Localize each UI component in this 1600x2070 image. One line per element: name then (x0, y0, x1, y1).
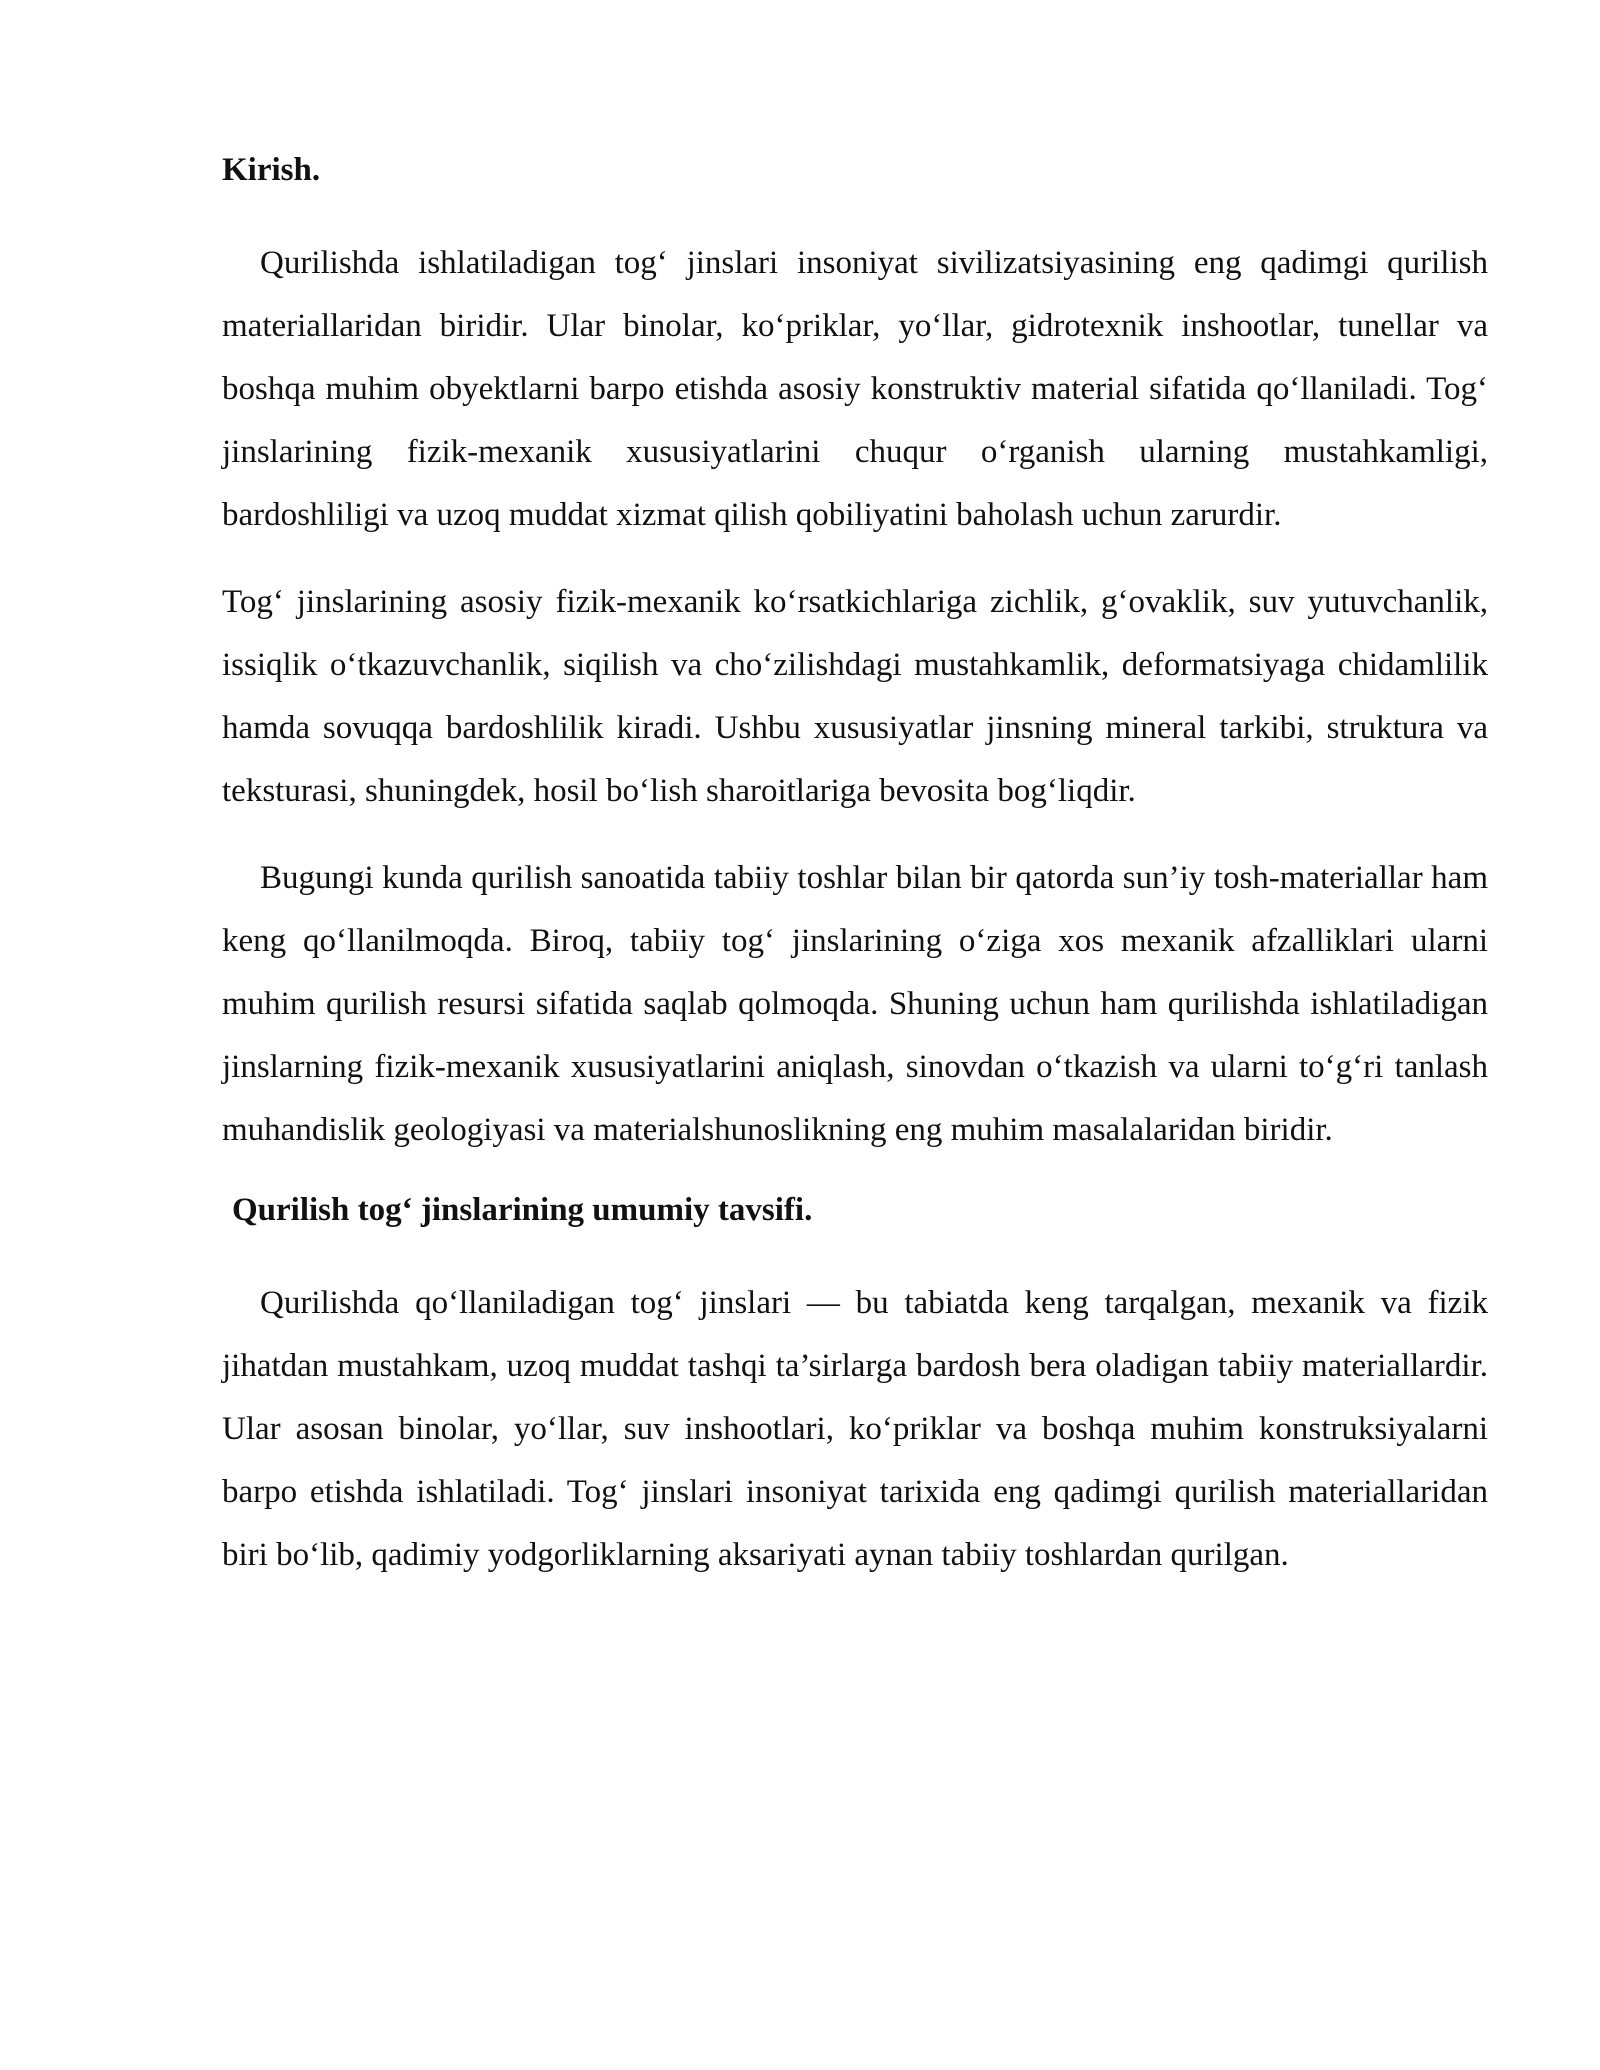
section-heading-intro: Kirish. (222, 152, 321, 188)
document-page (222, 146, 1488, 1611)
section-heading-general: Qurilish tog‘ jinslarining umumiy tavsifi. (232, 1192, 813, 1228)
paragraph-general: Qurilishda qo‘llaniladigan tog‘ jinslari — bu tabiatda keng tarqalgan, mexanik va fizik jihatdan mustahkam, uzoq muddat tashqi ta’sirlarga bardosh bera oladigan tabiiy materiallardir. Ular asosan binolar, yo‘llar, suv inshootlari, ko‘priklar va boshqa muhim konstruksiyalarni barpo etishda ishlatiladi. Tog‘ jinslari insoniyat tarixida eng qadimgi qurilish materiallaridan biri bo‘lib, qadimiy yodgorliklarning aksariyati aynan tabiiy toshlardan qurilgan. (222, 1285, 1488, 1573)
paragraph-intro-2: Tog‘ jinslarining asosiy fizik-mexanik ko‘rsatkichlariga zichlik, g‘ovaklik, suv yutuvchanlik, issiqlik o‘tkazuvchanlik, siqilish va cho‘zilishdagi mustahkamlik, deformatsiyaga chidamlilik hamda sovuqqa bardoshlilik kiradi. Ushbu xususiyatlar jinsning mineral tarkibi, struktura va teksturasi, shuningdek, hosil bo‘lish sharoitlariga bevosita bog‘liqdir. (222, 584, 1488, 809)
paragraph-intro-3: Bugungi kunda qurilish sanoatida tabiiy toshlar bilan bir qatorda sun’iy tosh-materiallar ham keng qo‘llanilmoqda. Biroq, tabiiy tog‘ jinslarining o‘ziga xos mexanik afzalliklari ularni muhim qurilish resursi sifatida saqlab qolmoqda. Shuning uchun ham qurilishda ishlatiladigan jinslarning fizik-mexanik xususiyatlarini aniqlash, sinovdan o‘tkazish va ularni to‘g‘ri tanlash muhandislik geologiyasi va materialshunoslikning eng muhim masalalaridan biridir. (222, 860, 1488, 1148)
paragraph-intro-1: Qurilishda ishlatiladigan tog‘ jinslari insoniyat sivilizatsiyasining eng qadimgi qurilish materiallaridan biridir. Ular binolar, ko‘priklar, yo‘llar, gidrotexnik inshootlar, tunellar va boshqa muhim obyektlarni barpo etishda asosiy konstruktiv material sifatida qo‘llaniladi. Tog‘ jinslarining fizik-mexanik xususiyatlarini chuqur o‘rganish ularning mustahkamligi, bardoshliligi va uzoq muddat xizmat qilish qobiliyatini baholash uchun zarurdir. (222, 245, 1488, 533)
